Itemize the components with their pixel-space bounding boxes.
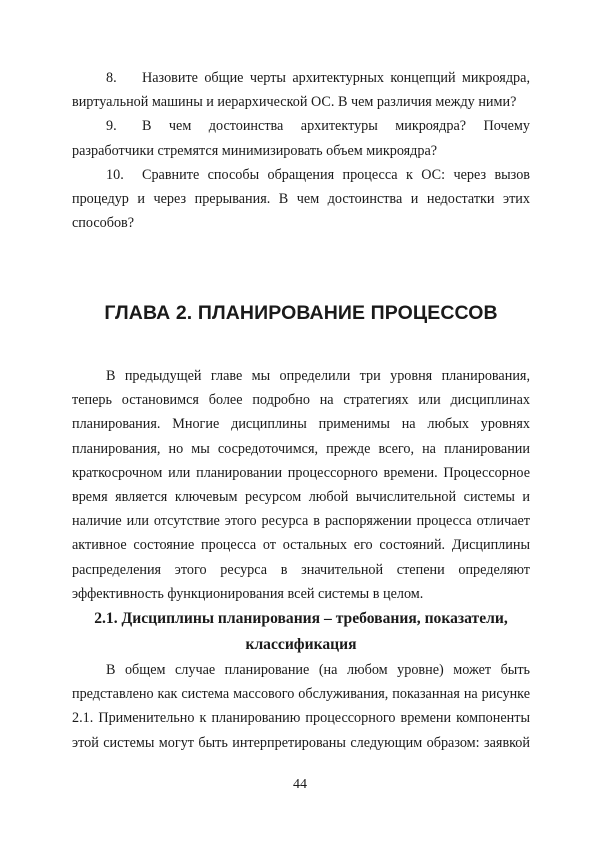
paragraph-line: время является ключевым ресурсом любой вычислительной системы и (72, 488, 530, 505)
section-title-line-1: 2.1. Дисциплины планирования – требования, показатели, (94, 610, 508, 627)
question-9-first-line (72, 114, 530, 138)
question-text-line: разработчики стремятся минимизировать объем микроядра? (72, 142, 438, 159)
section-title-line-2: классификация (245, 636, 357, 653)
question-10-first-line (72, 163, 530, 187)
document-page (72, 66, 530, 751)
section-2-1 (72, 606, 530, 755)
question-text: В чем достоинства архитектуры микроядра? Почему (142, 118, 530, 135)
question-text-line: процедур и через прерывания. В чем достоинства и недостатки этих (72, 190, 530, 207)
question-number: 8. (106, 70, 117, 86)
page-number: 44 (293, 777, 307, 792)
paragraph-line: представлено как система массового обслуживания, показанная на рисунке (72, 686, 530, 703)
paragraph-line: этой системы могут быть интерпретированы следующим образом: заявкой (72, 734, 530, 751)
question-10 (72, 163, 530, 236)
question-9 (72, 114, 530, 162)
question-number: 10. (106, 166, 124, 183)
question-8 (72, 66, 530, 114)
paragraph-line: планирования. Многие дисциплины применимы на любых уровнях (72, 416, 530, 433)
paragraph-line: 2.1. Применительно к планированию процессорного времени компоненты (72, 710, 530, 727)
question-text-line: виртуальной машины и иерархической ОС. В чем различия между ними? (72, 94, 517, 111)
question-text: Назовите общие черты архитектурных концепций микроядра, (142, 70, 530, 86)
paragraph-line: активное состояние процесса от остальных его состояний. Дисциплины (72, 537, 530, 554)
paragraph-line: планирования, но мы сосредоточимся, прежде всего, на планировании (72, 440, 530, 457)
paragraph-line: наличие или отсутствие этого ресурса в распоряжении процесса отличает (72, 513, 530, 530)
paragraph-line: эффективность функционирования всей системы в целом. (72, 585, 424, 602)
paragraph-line: распределения этого ресурса в значительной степени определяют (72, 561, 530, 578)
question-number: 9. (106, 118, 117, 135)
chapter-title: ГЛАВА 2. ПЛАНИРОВАНИЕ ПРОЦЕССОВ (104, 302, 498, 324)
question-text: Сравните способы обращения процесса к ОС: через вызов (142, 166, 530, 183)
paragraph-line: краткосрочном или планировании процессорного времени. Процессорное (72, 464, 530, 481)
question-text-line: способов? (72, 215, 135, 232)
question-8-first-line (72, 66, 530, 90)
paragraph-line: В общем случае планирование (на любом уровне) может быть (106, 662, 530, 678)
intro-paragraph (72, 364, 530, 606)
paragraph-line: теперь остановимся более подробно на стратегиях или дисциплинах (72, 392, 530, 409)
paragraph-line: В предыдущей главе мы определили три уровня планирования, (106, 368, 530, 384)
